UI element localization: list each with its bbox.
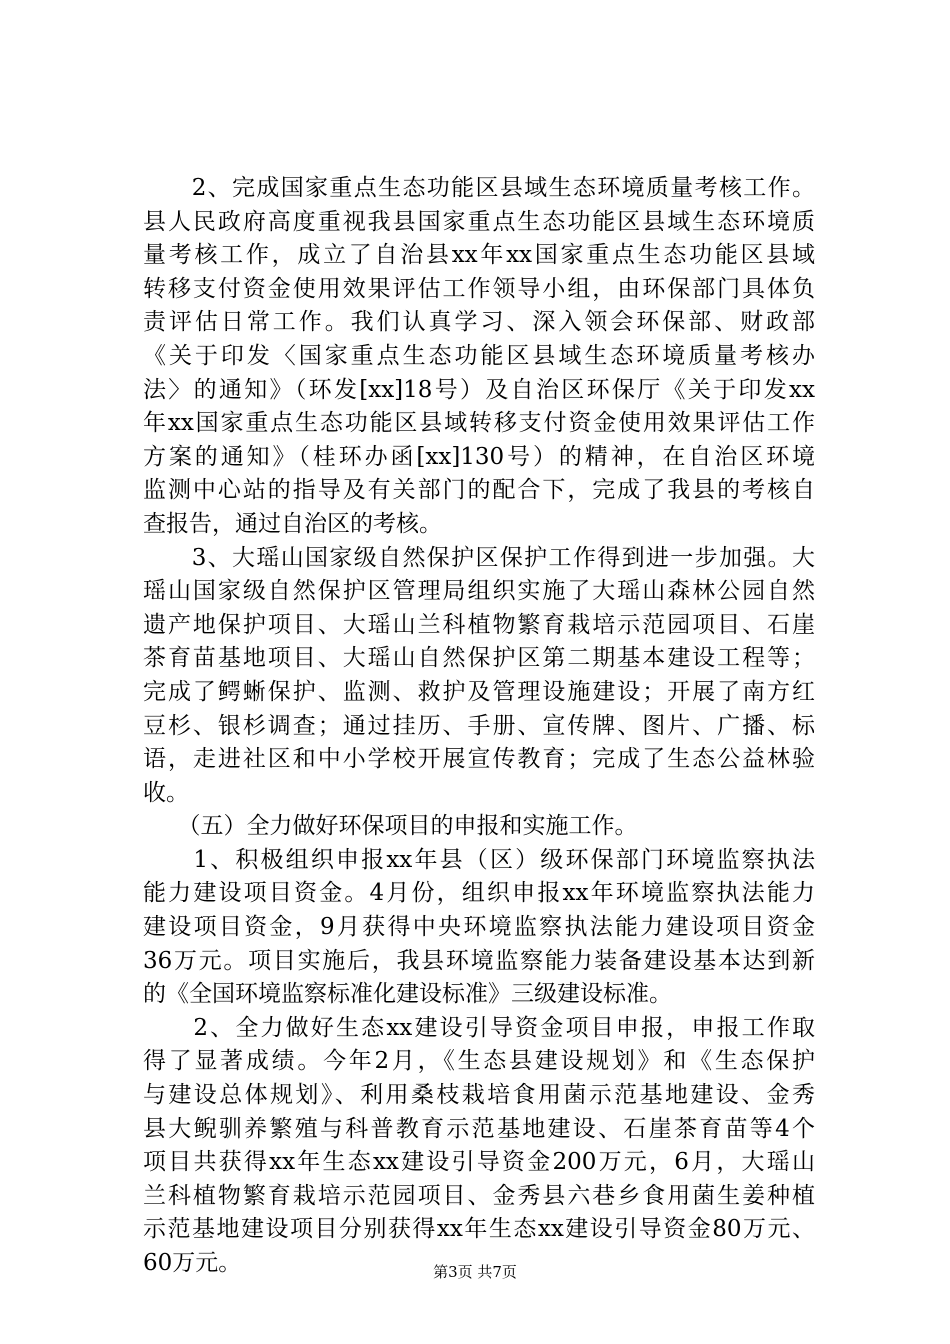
text-line: 县人民政府高度重视我县国家重点生态功能区县域生态环境质 <box>143 208 815 235</box>
text-line: （五）全力做好环保项目的申报和实施工作。 <box>143 813 638 840</box>
text-line: 转移支付资金使用效果评估工作领导小组，由环保部门具体负 <box>143 275 815 302</box>
text-line: 茶育苗基地项目、大瑶山自然保护区第二期基本建设工程等； <box>143 645 815 672</box>
text-line: 年xx国家重点生态功能区县域转移支付资金使用效果评估工作 <box>143 410 815 437</box>
text-line: 与建设总体规划》、利用桑枝栽培食用菌示范基地建设、金秀 <box>143 1082 815 1109</box>
text-line: 2、全力做好生态xx建设引导资金项目申报，申报工作取 <box>143 1014 815 1041</box>
text-line: 示范基地建设项目分别获得xx年生态xx建设引导资金80万元、 <box>143 1216 815 1243</box>
text-line: 60万元。 <box>143 1250 242 1276</box>
text-line: 36万元。项目实施后，我县环境监察能力装备建设基本达到新 <box>143 947 815 974</box>
text-line: 《关于印发〈国家重点生态功能区县域生态环境质量考核办 <box>143 342 815 369</box>
text-line: 责评估日常工作。我们认真学习、深入领会环保部、财政部 <box>143 309 815 336</box>
text-line: 收。 <box>143 779 189 806</box>
text-line: 得了显著成绩。今年2月，《生态县建设规划》和《生态保护 <box>143 1048 815 1075</box>
text-line: 完成了鳄蜥保护、监测、救护及管理设施建设；开展了南方红 <box>143 678 815 705</box>
page-footer: 第3页 共7页 <box>433 1263 517 1281</box>
text-line: 查报告，通过自治区的考核。 <box>143 510 442 537</box>
text-line: 3、大瑶山国家级自然保护区保护工作得到进一步加强。大 <box>143 544 815 571</box>
text-line: 2、完成国家重点生态功能区县域生态环境质量考核工作。 <box>143 175 815 201</box>
text-line: 法〉的通知》（环发[xx]18号）及自治区环保厅《关于印发xx <box>143 376 815 403</box>
text-line: 语，走进社区和中小学校开展宣传教育；完成了生态公益林验 <box>143 746 815 773</box>
text-line: 量考核工作，成立了自治县xx年xx国家重点生态功能区县域 <box>143 242 815 269</box>
text-line: 建设项目资金，9月获得中央环境监察执法能力建设项目资金 <box>143 914 815 941</box>
text-line: 能力建设项目资金。4月份，组织申报xx年环境监察执法能力 <box>143 880 815 907</box>
text-line: 遗产地保护项目、大瑶山兰科植物繁育栽培示范园项目、石崖 <box>143 611 815 638</box>
text-line: 瑶山国家级自然保护区管理局组织实施了大瑶山森林公园自然 <box>143 578 815 605</box>
text-line: 县大鲵驯养繁殖与科普教育示范基地建设、石崖茶育苗等4个 <box>143 1115 815 1142</box>
text-line: 1、积极组织申报xx年县（区）级环保部门环境监察执法 <box>143 846 815 873</box>
body-text <box>143 172 815 1281</box>
text-line: 方案的通知》（桂环办函[xx]130号）的精神，在自治区环境 <box>143 443 815 470</box>
text-line: 的《全国环境监察标准化建设标准》三级建设标准。 <box>143 981 672 1008</box>
text-line: 监测中心站的指导及有关部门的配合下，完成了我县的考核自 <box>143 477 815 504</box>
text-line: 豆杉、银杉调查；通过挂历、手册、宣传牌、图片、广播、标 <box>143 712 815 739</box>
text-line: 兰科植物繁育栽培示范园项目、金秀县六巷乡食用菌生姜种植 <box>143 1182 815 1209</box>
text-line: 项目共获得xx年生态xx建设引导资金200万元，6月，大瑶山 <box>143 1149 815 1176</box>
